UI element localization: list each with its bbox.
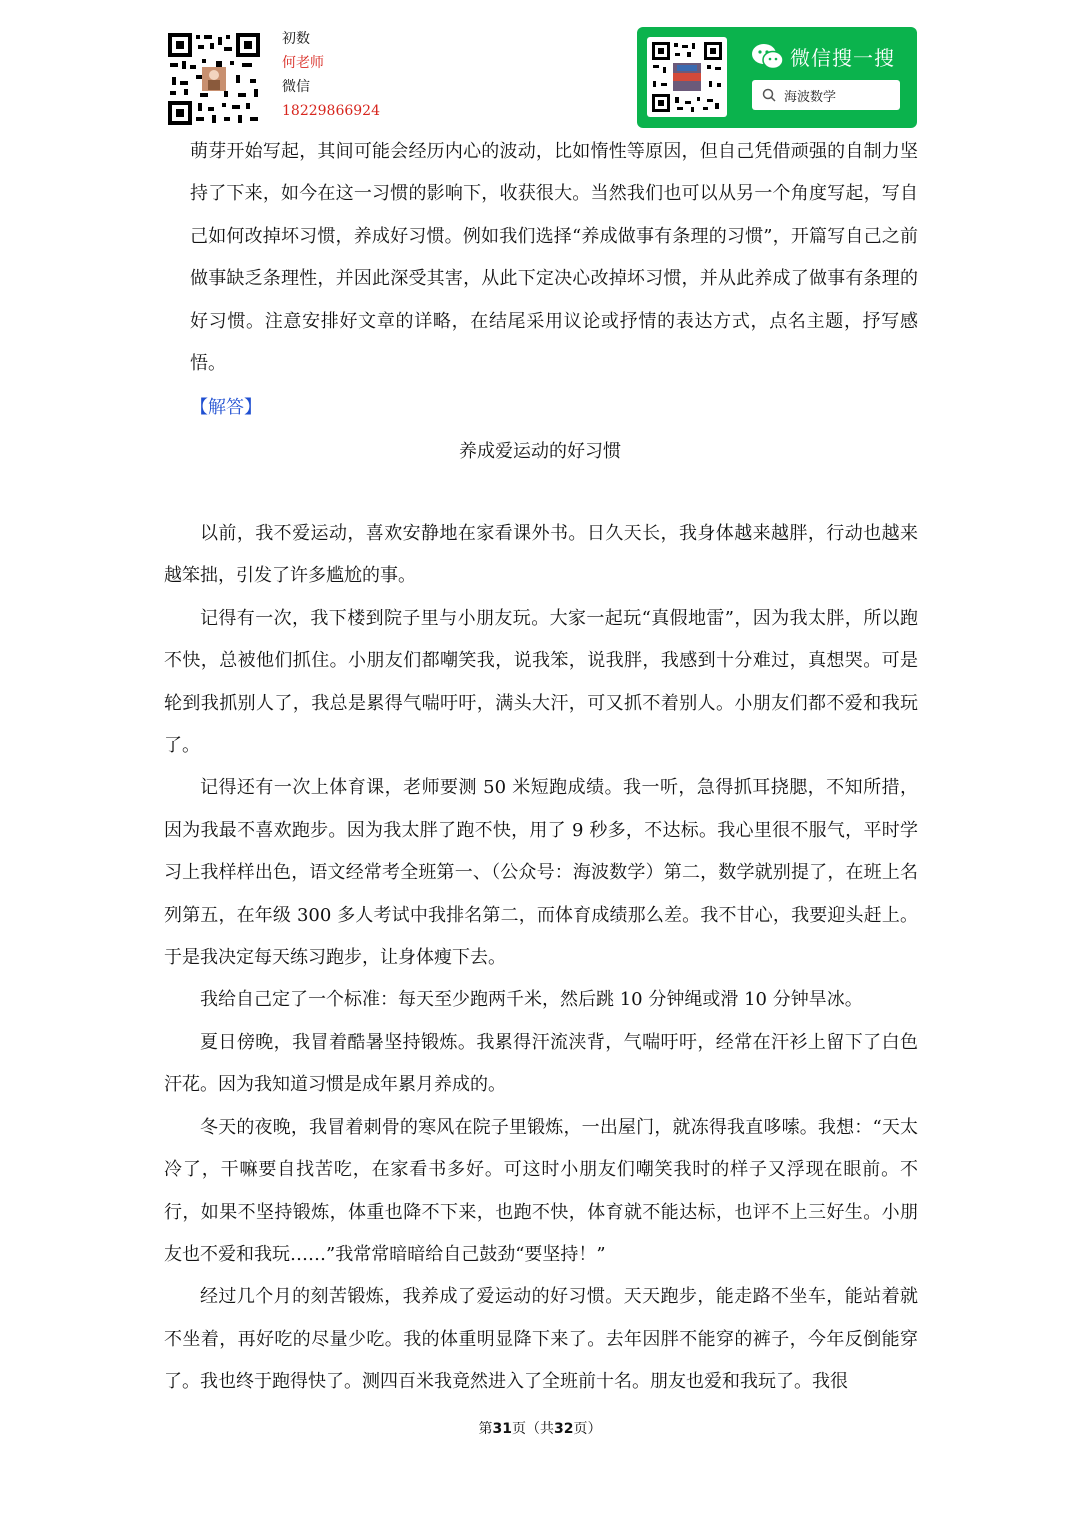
analysis-text: 萌芽开始写起，其间可能会经历内心的波动，比如惰性等原因，但自己凭借顽强的自制力坚持了下来，如今在这一习惯的影响下，收获很大。当然我们也可以从另一个角度写起，写自己如何改掉坏习惯，养成好习惯。例如我们选择“养成做事有条理的习惯”，开篇写自己之前做事缺乏条理性，并因此深受其害，从此下定决心改掉坏习惯，并从此养成了做事有条理的好习惯。注意安排好文章的详略，在结尾采用议论或抒情的表达方式，点名主题，抒写感悟。 bbox=[190, 141, 918, 375]
essay-paragraph: 记得有一次，我下楼到院子里与小朋友玩。大家一起玩“真假地雷”，因为我太胖，所以跑不快，总被他们抓住。小朋友们都嘲笑我，说我笨，说我胖，我感到十分难过，真想哭。可是轮到我抓别人了，我总是累得气喘吁吁，满头大汗，可又抓不着别人。小朋友们都不爱和我玩了。 bbox=[164, 607, 918, 757]
essay-paragraph: 我给自己定了一个标准：每天至少跑两千米，然后跳 10 分钟绳或滑 10 分钟旱冰。 bbox=[200, 989, 863, 1011]
wechat-search-text: 海波数学 bbox=[784, 90, 837, 105]
essay-title: 养成爱运动的好习惯 bbox=[459, 441, 621, 462]
essay-paragraph: 以前，我不爱运动，喜欢安静地在家看课外书。日久天长，我身体越来越胖，行动也越来越笨拙，引发了许多尴尬的事。 bbox=[164, 523, 918, 587]
wechat-logo-icon bbox=[751, 43, 785, 75]
essay-paragraph: 记得还有一次上体育课，老师要测 50 米短跑成绩。我一听，急得抓耳挠腮，不知所措，因为我最不喜欢跑步。因为我太胖了跑不快，用了 9 秒多，不达标。我心里很不服气，平时学习上我样样出色，语文经常考全班第一、（公众号：海波数学）第二，数学就别提了，在班上名列第五，在年级 300 多人考试中我排名第二，而体育成绩那么差。我不甘心，我要迎头赶上。于是我决定每天练习跑步，让身体瘦下去。 bbox=[164, 777, 918, 969]
wechat-search-card[interactable] bbox=[637, 27, 917, 128]
essay-paragraph: 冬天的夜晚，我冒着刺骨的寒风在院子里锻炼，一出屋门，就冻得我直哆嗦。我想：“天太冷了，干嘛要自找苦吃，在家看书多好。可这时小朋友们嘲笑我时的样子又浮现在眼前。不行，如果不坚持锻炼，体重也降不下来，也跑不快，体育就不能达标，也评不上三好生。小朋友也不爱和我玩……”我常常暗暗给自己鼓劲“要坚持！” bbox=[164, 1116, 918, 1265]
answer-label: 【解答】 bbox=[190, 397, 262, 418]
search-icon bbox=[762, 88, 776, 102]
wechat-search-box[interactable] bbox=[752, 80, 900, 110]
page-total: 32 bbox=[554, 1421, 574, 1437]
wechat-qr-code-image bbox=[647, 37, 727, 117]
qr-code-image bbox=[166, 31, 262, 127]
teacher-contact bbox=[282, 27, 380, 123]
qr-code bbox=[166, 31, 262, 127]
footer-middle: 页（共 bbox=[512, 1421, 554, 1437]
wechat-search-title: 微信搜一搜 bbox=[790, 46, 895, 70]
contact-name: 何老师 bbox=[282, 55, 324, 71]
page-number: 31 bbox=[492, 1421, 512, 1437]
analysis-paragraph bbox=[190, 131, 918, 385]
essay-paragraph: 夏日傍晚，我冒着酷暑坚持锻炼。我累得汗流浃背，气喘吁吁，经常在汗衫上留下了白色汗花。因为我知道习惯是成年累月养成的。 bbox=[164, 1031, 918, 1096]
footer-suffix: 页） bbox=[573, 1421, 602, 1437]
page-footer bbox=[0, 1418, 1080, 1438]
contact-wechat-label: 微信 bbox=[282, 79, 310, 95]
essay-paragraph: 经过几个月的刻苦锻炼，我养成了爱运动的好习惯。天天跑步，能走路不坐车，能站着就不坐着，再好吃的尽量少吃。我的体重明显降下来了。去年因胖不能穿的裤子，今年反倒能穿了。我也终于跑得快了。测四百米我竟然进入了全班前十名。朋友也爱和我玩了。我很 bbox=[164, 1286, 918, 1393]
contact-subject: 初数 bbox=[282, 31, 310, 47]
wechat-qr-code bbox=[647, 37, 727, 117]
contact-phone: 18229866924 bbox=[282, 103, 380, 119]
footer-prefix: 第 bbox=[478, 1421, 493, 1437]
essay-body bbox=[164, 513, 918, 1404]
